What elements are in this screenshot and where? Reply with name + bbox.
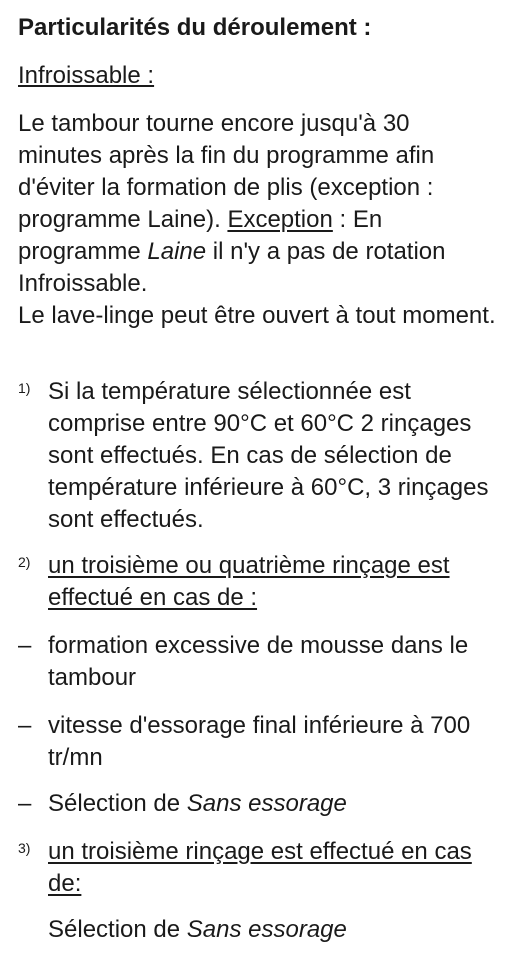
- footnote-3: [18, 836, 498, 900]
- footnote-marker: 3): [18, 840, 31, 856]
- dash-marker: –: [18, 790, 32, 817]
- footnote-2: [18, 550, 498, 614]
- footnote-text: un troisième ou quatrième rinçage est effectué en cas de :: [48, 552, 450, 611]
- laine-italic: Laine: [147, 238, 207, 265]
- paragraph-text-2: : En programme: [18, 206, 383, 265]
- dash-marker: –: [18, 632, 32, 659]
- paragraph-text-1: Le tambour tourne encore jusqu'à 30 minutes après la fin du programme afin d'éviter la formation de plis (exception : programme Laine).: [18, 110, 435, 233]
- footnote-marker: 2): [18, 554, 31, 570]
- bullet-item: [18, 710, 498, 774]
- final-text: Sélection de Sans essorage: [48, 916, 347, 943]
- bullet-item: [18, 630, 498, 694]
- subheading-infroissable: Infroissable :: [18, 62, 155, 89]
- bullet-text: formation excessive de mousse dans le tambour: [48, 632, 469, 691]
- bullet-text: vitesse d'essorage final inférieure à 700 tr/mn: [48, 712, 471, 771]
- paragraph-text-3: il n'y a pas de rotation Infroissable.: [18, 238, 446, 297]
- bullet-item: [18, 788, 498, 820]
- dash-marker: –: [18, 712, 32, 739]
- footnote-marker: 1): [18, 380, 31, 396]
- footnote-text: Si la température sélectionnée est comprise entre 90°C et 60°C 2 rinçages sont effectués. En cas de sélection de température inférieure à 60°C, 3 rinçages sont effectués.: [48, 378, 489, 533]
- section-heading: Particularités du déroulement :: [18, 14, 372, 41]
- paragraph-line-2: Le lave-linge peut être ouvert à tout moment.: [18, 302, 496, 329]
- paragraph-infroissable: [18, 108, 498, 332]
- footnote-text: un troisième rinçage est effectué en cas de:: [48, 838, 472, 897]
- bullet-text: Sélection de Sans essorage: [48, 790, 347, 817]
- final-line: [18, 914, 498, 946]
- footnote-1: [18, 376, 498, 536]
- exception-word: Exception: [227, 206, 333, 233]
